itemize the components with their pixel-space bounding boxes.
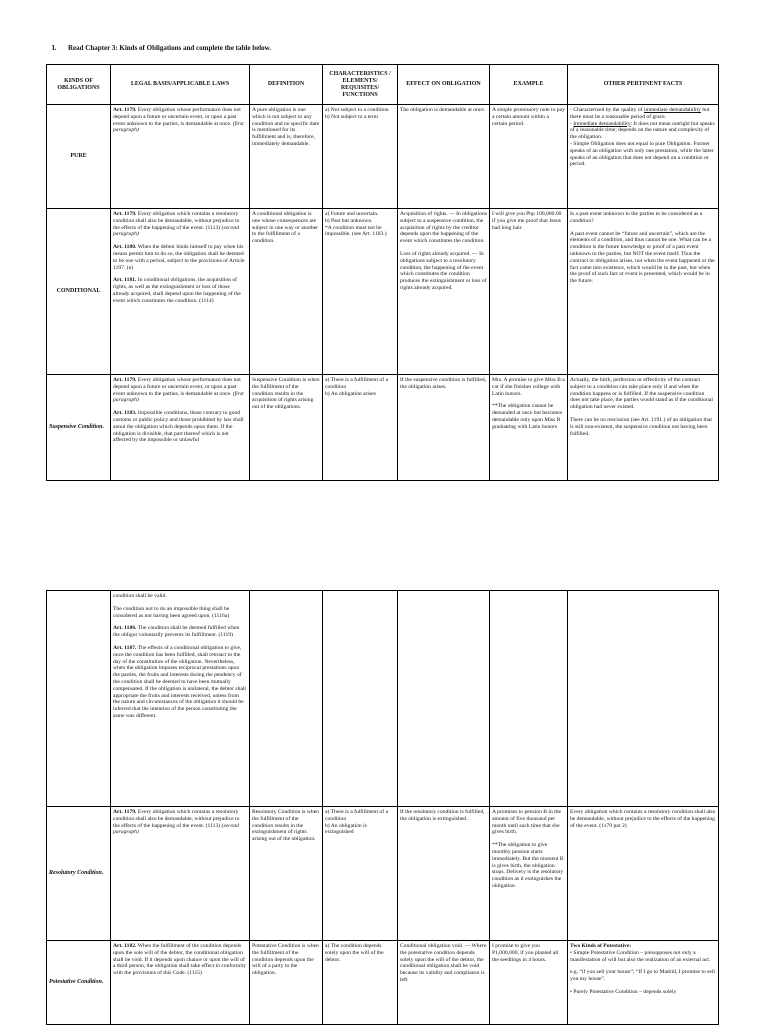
kind-suspensive: Suspensive Condition. <box>47 375 111 481</box>
obligations-table-continued <box>46 590 719 1025</box>
kind-potestative: Potestative Condition. <box>47 941 111 1025</box>
characteristics-potestative: a) The condition depends solely upon the will of the debtor. <box>323 941 398 1025</box>
kind-conditional: CONDITIONAL <box>47 209 111 375</box>
header-legal-basis: LEGAL BASIS/APPLICABLE LAWS <box>111 65 250 105</box>
example-potestative: I promise to give you P1,000,000, if you planted all the seedlings in 4 hours. <box>490 941 568 1025</box>
table-row-suspensive <box>47 375 719 481</box>
legal-basis-potestative: Art. 1182. When the fulfillment of the condition depends upon the sole will of the debtor, the conditional obligation shall be void. If it depends upon chance or upon the will of a third person, the obligation shall take effect in conformity with the provisions of this Code. (1115) <box>111 941 250 1025</box>
effect-pure: The obligation is demandable at once. <box>398 105 490 209</box>
characteristics-suspensive: a) There is a fulfillment of a condition b) An obligation arises <box>323 375 398 481</box>
example-suspensive: Mrs. A promise to give Miss B a car if she finishes college with Latin honors. **The obligation cannot be demanded at once but becomes demandable only upon Miss B graduating with Latin honors <box>490 375 568 481</box>
heading-number: I. <box>52 44 57 52</box>
kind-resolutory: Resolutory Condition. <box>47 807 111 941</box>
heading-text: Read Chapter 3: Kinds of Obligations and complete the table below. <box>68 44 272 52</box>
definition-potestative: Potestative Condition is when the fulfillment of the condition depends upon the will of a party to the obligation. <box>250 941 323 1025</box>
obligations-table <box>46 64 719 481</box>
header-definition: DEFINITION <box>250 65 323 105</box>
legal-basis-pure: Art. 1179. Every obligation whose performance does not depend upon a future or uncertain event, or upon a past event unknown to the parties, is demandable at once. (first paragraph) <box>111 105 250 209</box>
example-resolutory: A promises to pension B in the amount of five thousand per month until such time that she gives birth. **The obligation to give monthly pension starts immediately. But the moment B is gives birth, the obligation stops. Delivery is the resolutory condition as it extinguishes the obligation. <box>490 807 568 941</box>
effect-suspensive: If the suspensive condition is fulfilled, the obligation arises. <box>398 375 490 481</box>
table-row-resolutory <box>47 807 719 941</box>
effect-conditional: Acquisition of rights. — In obligations subject to a suspensive condition, the acquisition of rights by the creditor depends upon the happening of the event which constitutes the condition. Loss of rights already acquired. — In obligations subject to a resolutory condition, the happening of the event which constitutes the condition produces the extinguishment or loss of rights already acquired. <box>398 209 490 375</box>
kind-continued-empty <box>47 591 111 807</box>
table-row-conditional <box>47 209 719 375</box>
effect-resolutory: If the resolutory condition is fulfilled, the obligation is extinguished. <box>398 807 490 941</box>
definition-conditional: A conditional obligation is one whose consequences are subject in one way or another to the fulfillment of a condition. <box>250 209 323 375</box>
table-row-potestative <box>47 941 719 1025</box>
header-kinds: KINDS OF OBLIGATIONS <box>47 65 111 105</box>
characteristics-pure: a) Not subject to a condition b) Not subject to a term <box>323 105 398 209</box>
definition-resolutory: Resolutory Condition is when the fulfillment of the condition results in the extinguishment of rights arising out of the obligation. <box>250 807 323 941</box>
instruction-heading <box>52 44 271 52</box>
facts-conditional: Is a past event unknown to the parties to be considered as a condition? A past event cannot be “future and uncertain”, which are the elements of a condition, and thus cannot be one. What can be a condition is the future knowledge or proof of a past event unknown to the parties, but NOT the event itself. Thus the contract or obligation arises, not when the event happened or the fact came into existence, which would be in the past, but when the proof of such fact or event is presented, which would be in the future. <box>568 209 719 375</box>
definition-continued-empty <box>250 591 323 807</box>
table-row-continued <box>47 591 719 807</box>
facts-resolutory: Every obligation which contains a resolutory condition shall also be demandable, without prejudice to the effects of the happening of the event. (1179 par 2) <box>568 807 719 941</box>
header-effect: EFFECT ON OBLIGATION <box>398 65 490 105</box>
table-header-row <box>47 65 719 105</box>
definition-pure: A pure obligation is one which is not subject to any condition and no specific date is mentioned for its fulfillment and is, therefore, immediately demandable. <box>250 105 323 209</box>
document-page-2 <box>0 588 768 1024</box>
facts-suspensive: Actually, the birth, perfection or effectivity of the contract subject to a condition can take place only if and when the condition happens or is fulfilled. If the suspensive condition does not take place, the parties would stand as if the conditional obligation had never existed. There can be no rescission (see Art. 1191.) of an obligation that is still non-existent, the suspensive condition not having been fulfilled. <box>568 375 719 481</box>
definition-suspensive: Suspensive Condition is when the fulfillment of the condition results in the acquisition of rights arising out of the obligations. <box>250 375 323 481</box>
characteristics-conditional: a) Future and uncertain. b) Past but unknown. *A condition must not be impossible. (see Art. 1183.) <box>323 209 398 375</box>
header-example: EXAMPLE <box>490 65 568 105</box>
effect-continued-empty <box>398 591 490 807</box>
page-gap <box>0 536 768 588</box>
kind-pure: PURE <box>47 105 111 209</box>
legal-basis-suspensive: Art. 1179. Every obligation whose performance does not depend upon a future or uncertain event, or upon a past event unknown to the parties, is demandable at once. (first paragraph) Art. 1183. Impossible conditions, those contrary to good customs or public policy and those prohibited by law shall annul the obligation which depends upon them. If the obligation is divisible, that part thereof which is not affected by the impossible or unlawful <box>111 375 250 481</box>
example-conditional: I will give you Php 100,000.00 if you give me proof that Jesus had long hair. <box>490 209 568 375</box>
legal-basis-resolutory: Art. 1179. Every obligation which contains a resolutory condition shall also be demandable, without prejudice to the effects of the happening of the event. (1113) (second paragraph) <box>111 807 250 941</box>
table-row-pure <box>47 105 719 209</box>
facts-pure: - Characterized by the quality of immediate demandability but there must be a reasonable period of grace. - Immediate demandability: It does not mean outright but speaks of a reasonable time; depends on the nature and complexity of the obligation. - Simple Obligation does not equal to pure Obligation. Former speaks of an obligation with only one prestation, while the latter speaks of an obligation that does not depend on a condition or period. <box>568 105 719 209</box>
characteristics-resolutory: a) There is a fulfillment of a condition b) An obligation is extinguished <box>323 807 398 941</box>
characteristics-continued-empty <box>323 591 398 807</box>
facts-continued-empty <box>568 591 719 807</box>
facts-potestative: Two Kinds of Potestative: • Simple Potestative Condition – presupposes not only a manifestation of will but also the realization of an external act. e.g. “if you sell your house”; “If I go to Madrid, I promise to sell you my house”. • Purely Potestative Condition – depends solely <box>568 941 719 1025</box>
legal-basis-continued: condition shall be valid. The condition not to do an impossible thing shall be considered as not having been agreed upon. (1116a) Art. 1186. The condition shall be deemed fulfilled when the obligor voluntarily prevents its fulfillment. (1119) Art. 1187. The effects of a conditional obligation to give, once the condition has been fulfilled, shall retroact to the day of the constitution of the obligation. Nevertheless, when the obligation imposes reciprocal prestations upon the parties, the fruits and interests during the pendency of the condition shall be deemed to have been mutually compensated. If the obligation is unilateral, the debtor shall appropriate the fruits and interests received, unless from the nature and circumstances of the obligation it should be inferred that the intention of the person constituting the same was different. <box>111 591 250 807</box>
legal-basis-conditional: Art. 1179. Every obligation which contains a resolutory condition shall also be demandable, without prejudice to the effects of the happening of the event. (1113) (second paragraph) Art. 1180. When the debtor binds himself to pay when his means permit him to do so, the obligation shall be deemed to be one with a period, subject to the provisions of Article 1197. (n) Art. 1181. In conditional obligations, the acquisition of rights, as well as the extinguishment or loss of those already acquired, shall depend upon the happening of the event which constitutes the condition. (1114) <box>111 209 250 375</box>
header-other-facts: OTHER PERTINENT FACTS <box>568 65 719 105</box>
example-continued-empty <box>490 591 568 807</box>
header-characteristics: CHARACTERISTICS / ELEMENTS/ REQUISITES/ FUNCTIONS <box>323 65 398 105</box>
example-pure: A simple promissory note to pay a certain amount within a certain period. <box>490 105 568 209</box>
effect-potestative: Conditional obligation void. — Where the potestative condition depends solely upon the will of the debtor, the conditional obligation shall be void because its validity and compliance is left <box>398 941 490 1025</box>
